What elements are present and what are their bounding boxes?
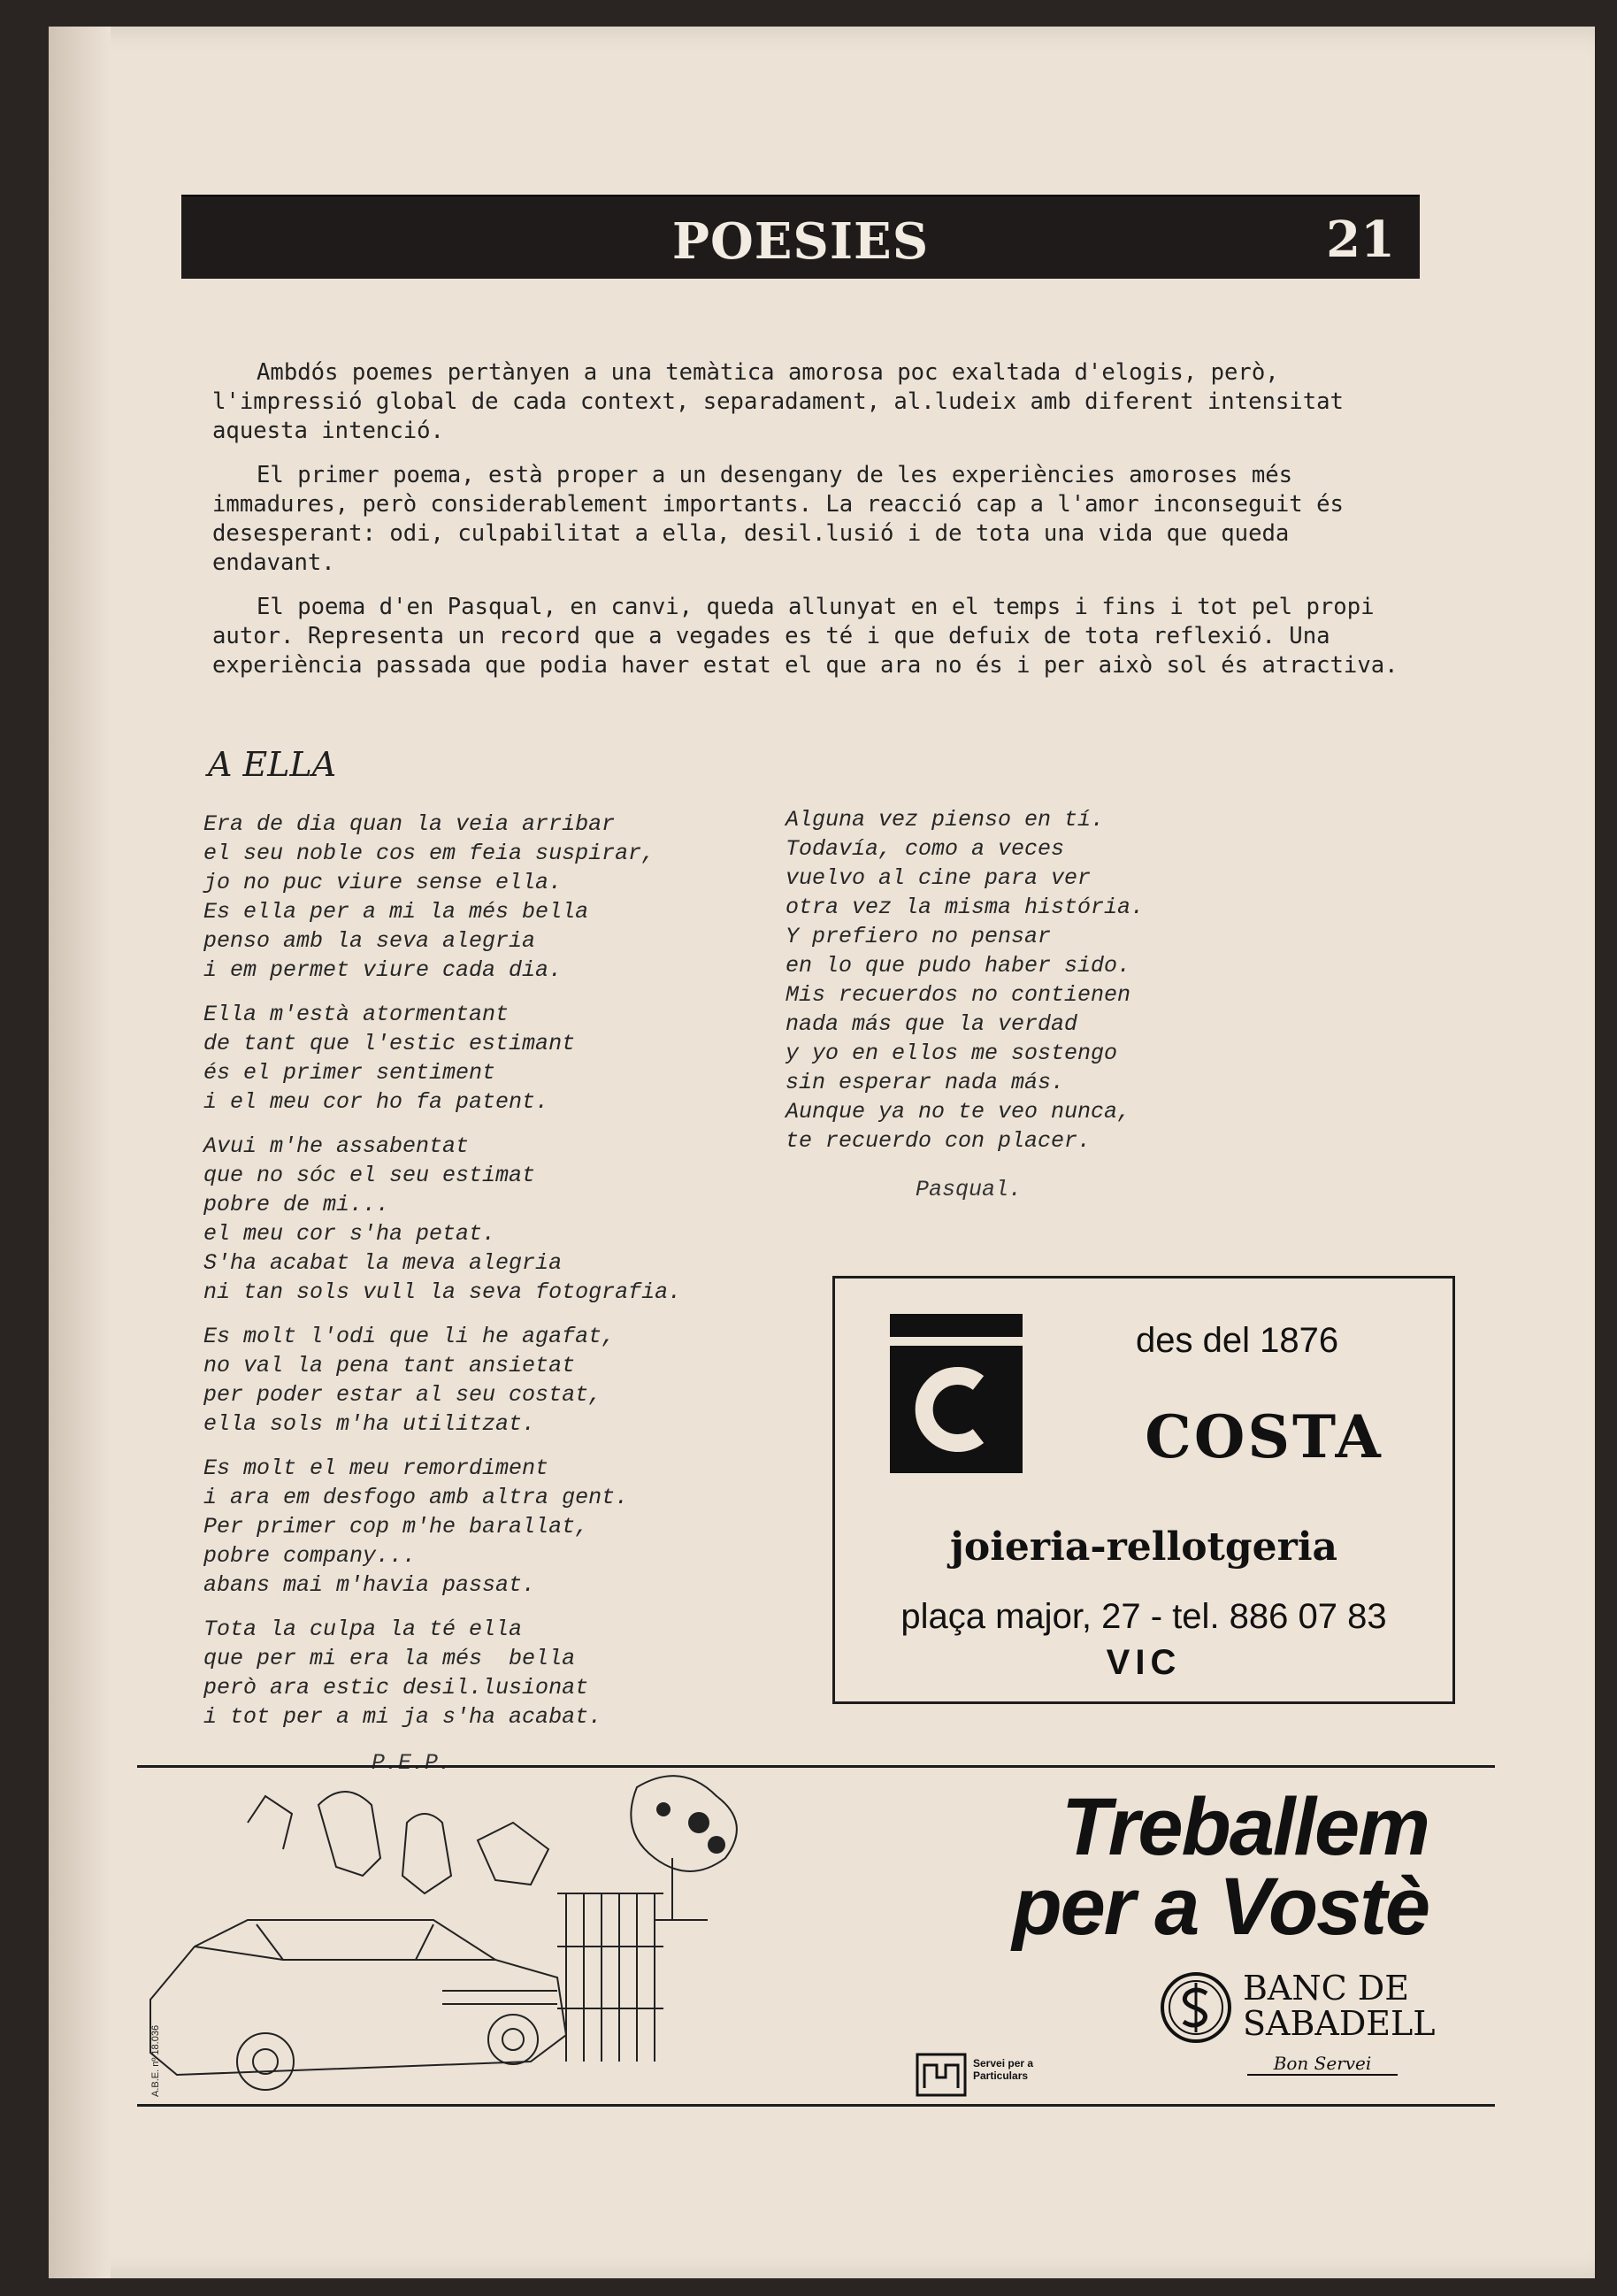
poem-line: pobre de mi...	[203, 1192, 390, 1217]
intro-paragraph: El primer poema, està proper a un desengany de les experiències amoroses més immadures, però considerablement importants. La reacció cap a l'amor inconseguit és desesperant: odi, culpabilitat a ella, desil.lusió i de tota una vida que queda endavant.	[212, 462, 1344, 576]
poem-stanza	[203, 1615, 770, 1732]
poem-line: el meu cor s'ha petat.	[203, 1221, 496, 1247]
poem-line: Era de dia quan la veia arribar	[203, 811, 616, 837]
poem-line: nada más que la verdad	[786, 1011, 1078, 1037]
poem-line: en lo que pudo haber sido.	[786, 953, 1131, 979]
poem-line: que per mi era la més bella	[203, 1646, 576, 1671]
intro-text	[212, 358, 1415, 695]
intro-paragraph: El poema d'en Pasqual, en canvi, queda allunyat en el temps i fins i tot pel propi autor. Representa un record que a vegades es té i que defuix de tota reflexió. Una experiència passada que podia haver estat el que ara no és i per això sol és atractiva.	[212, 594, 1399, 679]
poem-line: otra vez la misma história.	[786, 895, 1145, 920]
poem-line: Y prefiero no pensar	[786, 924, 1052, 949]
poem-line: ella sols m'ha utilitzat.	[203, 1411, 536, 1437]
particulars-icon	[916, 2053, 967, 2097]
poem-line: penso amb la seva alegria	[203, 928, 536, 954]
costa-logo-icon	[890, 1314, 1023, 1473]
slogan-line: per a Vostè	[1012, 1862, 1429, 1952]
page-gutter-shadow	[49, 27, 111, 2278]
poem-line: abans mai m'havia passat.	[203, 1572, 536, 1598]
poem-line: Alguna vez pienso en tí.	[786, 807, 1105, 833]
poem-stanza	[203, 1322, 770, 1439]
poem-line: y yo en ellos me sostengo	[786, 1040, 1118, 1066]
poem-line: i em permet viure cada dia.	[203, 957, 563, 983]
poem-stanza	[203, 1132, 770, 1307]
poem-line: jo no puc viure sense ella.	[203, 870, 563, 895]
poem-line: sin esperar nada más.	[786, 1070, 1065, 1095]
poem-line: que no sóc el seu estimat	[203, 1163, 536, 1188]
page-number: 21	[1326, 211, 1395, 269]
poem-line: S'ha acabat la meva alegria	[203, 1250, 563, 1276]
poem-line: Es ella per a mi la més bella	[203, 899, 589, 925]
costa-name: COSTA	[1145, 1402, 1383, 1471]
poem-line: te recuerdo con placer.	[786, 1128, 1092, 1154]
poem-line: és el primer sentiment	[203, 1060, 496, 1086]
divider	[137, 1765, 1495, 1768]
bank-slogan	[898, 1782, 1429, 1952]
section-title: POESIES	[671, 212, 930, 271]
intro-paragraph: Ambdós poemes pertànyen a una temàtica amorosa poc exaltada d'elogis, però, l'impressió global de cada context, separadament, al.ludeix amb diferent intensitat aquesta intenció.	[212, 359, 1344, 444]
poem-stanza	[203, 1000, 770, 1117]
poem-signature: P.E.P.	[372, 1750, 452, 1776]
poem-pasqual	[786, 805, 1281, 1156]
costa-business-type: joieria-rellotgeria	[949, 1524, 1338, 1570]
particulars-label: Servei per a Particulars	[973, 2057, 1034, 2082]
poem-a-ella	[203, 810, 770, 1747]
poem-line: Aunque ya no te veo nunca,	[786, 1099, 1131, 1125]
print-code: A.B.E. nº 18.036	[150, 2024, 161, 2097]
poem-line: i ara em desfogo amb altra gent.	[203, 1485, 629, 1510]
slogan-line: Treballem	[1061, 1782, 1429, 1872]
poem-line: per poder estar al seu costat,	[203, 1382, 602, 1408]
poem-title: A ELLA	[208, 745, 337, 784]
bank-name: BANC DE SABADELL	[1243, 1969, 1436, 2043]
poem-line: i el meu cor ho fa patent.	[203, 1089, 549, 1115]
divider	[137, 2104, 1495, 2107]
costa-address: plaça major, 27 - tel. 886 07 83	[900, 1597, 1387, 1636]
poem-line: Avui m'he assabentat	[203, 1133, 470, 1159]
section-header	[181, 195, 1420, 279]
poem-line: Todavía, como a veces	[786, 836, 1065, 862]
poem-line: Ella m'està atormentant	[203, 1002, 510, 1027]
poem-line: i tot per a mi ja s'ha acabat.	[203, 1704, 602, 1730]
costa-city: VIC	[1106, 1643, 1182, 1682]
poem-line: Es molt el meu remordiment	[203, 1455, 549, 1481]
poem-line: Tota la culpa la té ella	[203, 1616, 523, 1642]
poem-signature: Pasqual.	[916, 1177, 1023, 1202]
poem-stanza	[203, 1454, 770, 1600]
poem-line: ni tan sols vull la seva fotografia.	[203, 1279, 682, 1305]
poem-line: de tant que l'estic estimant	[203, 1031, 576, 1056]
poem-line: no val la pena tant ansietat	[203, 1353, 576, 1378]
poem-line: però ara estic desil.lusionat	[203, 1675, 589, 1701]
banc-sabadell-logo-icon	[1159, 1970, 1233, 2045]
costa-since: des del 1876	[1136, 1321, 1339, 1360]
poem-line: Per primer cop m'he barallat,	[203, 1514, 589, 1540]
bank-servei: Bon Servei	[1247, 2053, 1398, 2076]
magazine-page	[49, 27, 1595, 2278]
car-family-illustration	[142, 1770, 778, 2101]
poem-line: Es molt l'odi que li he agafat,	[203, 1324, 616, 1349]
costa-advertisement	[832, 1276, 1455, 1704]
poem-line: vuelvo al cine para ver	[786, 865, 1092, 891]
poem-line: pobre company...	[203, 1543, 417, 1569]
poem-line: Mis recuerdos no contienen	[786, 982, 1131, 1008]
poem-line: el seu noble cos em feia suspirar,	[203, 841, 655, 866]
poem-stanza	[203, 810, 770, 985]
